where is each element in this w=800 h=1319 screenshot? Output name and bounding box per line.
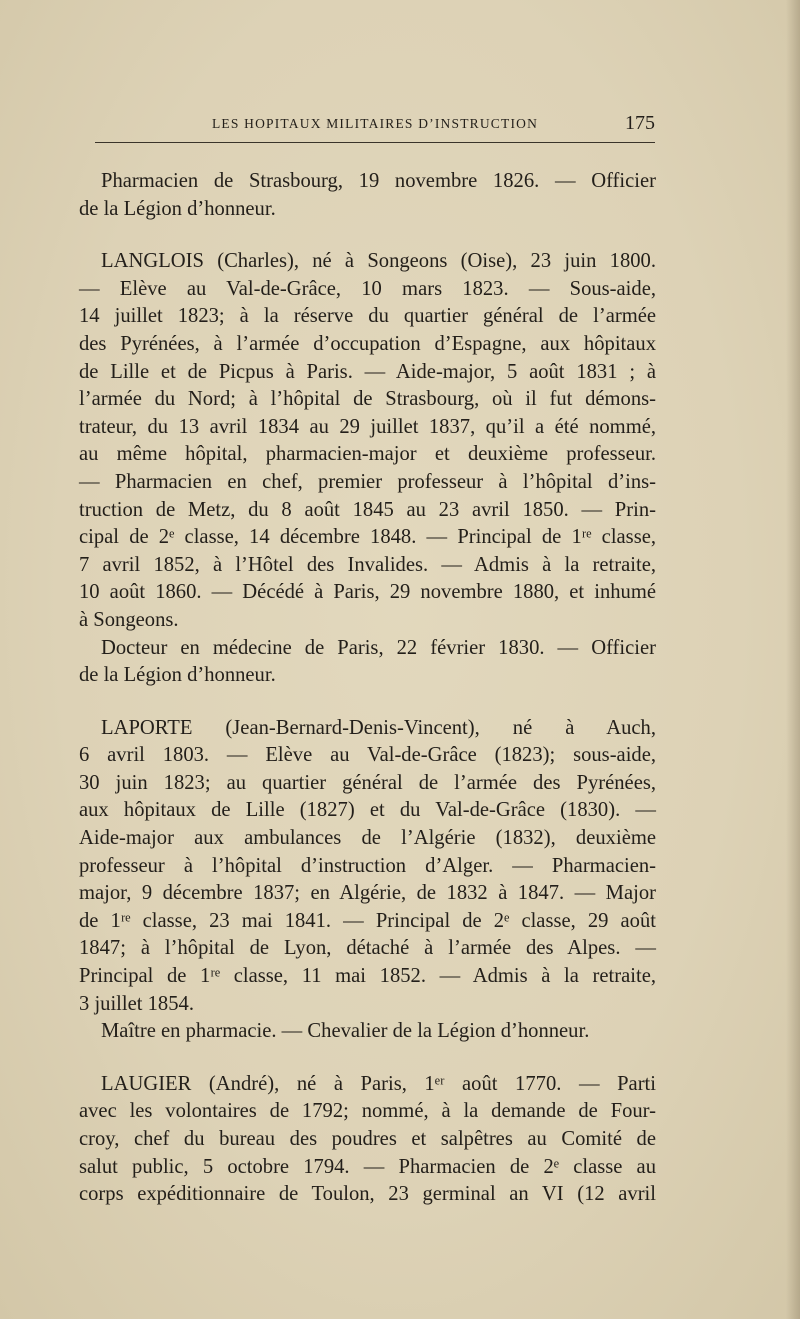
text-line: 1847; à l’hôpital de Lyon, détaché à l’armée des Alpes. — bbox=[79, 937, 656, 960]
header-rule bbox=[95, 142, 655, 143]
entry-laporte bbox=[79, 715, 656, 1019]
text-line: major, 9 décembre 1837; en Algérie, de 1832 à 1847. — Major bbox=[79, 882, 656, 905]
text-line: de la Légion d’honneur. bbox=[79, 197, 276, 220]
paragraph-continuation bbox=[79, 168, 656, 223]
text-line: Pharmacien de Strasbourg, 19 novembre 1826. — Officier bbox=[101, 170, 656, 192]
paragraph-gap bbox=[79, 690, 656, 715]
text-line: professeur à l’hôpital d’instruction d’Alger. — Pharmacien- bbox=[79, 854, 656, 877]
text-line: 10 août 1860. — Décédé à Paris, 29 novembre 1880, et inhumé bbox=[79, 581, 656, 604]
text-line: l’armée du Nord; à l’hôpital de Strasbourg, où il fut démons- bbox=[79, 388, 656, 411]
entry-laugier bbox=[79, 1071, 656, 1209]
text-line: à Songeons. bbox=[79, 608, 179, 631]
text-line: corps expéditionnaire de Toulon, 23 germinal an VI (12 avril bbox=[79, 1183, 656, 1206]
text-line: truction de Metz, du 8 août 1845 au 23 avril 1850. — Prin- bbox=[79, 498, 656, 521]
text-line: Docteur en médecine de Paris, 22 février 1830. — Officier bbox=[101, 636, 656, 659]
text-line: 14 juillet 1823; à la réserve du quartier général de l’armée bbox=[79, 305, 656, 328]
text-line: de la Légion d’honneur. bbox=[79, 664, 276, 687]
text-line: salut public, 5 octobre 1794. — Pharmacien de 2ᵉ classe au bbox=[79, 1155, 656, 1178]
text-line: croy, chef du bureau des poudres et salpêtres au Comité de bbox=[79, 1128, 656, 1150]
text-line: cipal de 2ᵉ classe, 14 décembre 1848. — Principal de 1ʳᵉ classe, bbox=[79, 526, 656, 549]
text-line: LAPORTE (Jean-Bernard-Denis-Vincent), né à Auch, bbox=[101, 716, 656, 739]
entry-laporte-credentials bbox=[79, 1018, 656, 1046]
text-line: LANGLOIS (Charles), né à Songeons (Oise), 23 juin 1800. bbox=[101, 250, 656, 273]
entry-langlois bbox=[79, 248, 656, 634]
text-line: 7 avril 1852, à l’Hôtel des Invalides. — Admis à la retraite, bbox=[79, 553, 656, 576]
text-line: — Pharmacien en chef, premier professeur à l’hôpital d’ins- bbox=[79, 470, 656, 493]
text-line: 3 juillet 1854. bbox=[79, 992, 194, 1015]
text-line: de 1ʳᵉ classe, 23 mai 1841. — Principal de 2ᵉ classe, 29 août bbox=[79, 909, 656, 932]
text-line: avec les volontaires de 1792; nommé, à la demande de Four- bbox=[79, 1100, 656, 1123]
text-line: trateur, du 13 avril 1834 au 29 juillet 1837, qu’il a été nommé, bbox=[79, 415, 656, 438]
text-line: — Elève au Val-de-Grâce, 10 mars 1823. — Sous-aide, bbox=[79, 277, 656, 300]
text-line: au même hôpital, pharmacien-major et deuxième professeur. bbox=[79, 443, 656, 466]
text-line: 30 juin 1823; au quartier général de l’armée des Pyrénées, bbox=[79, 771, 656, 794]
body-text bbox=[79, 168, 656, 1209]
text-line: Principal de 1ʳᵉ classe, 11 mai 1852. — Admis à la retraite, bbox=[79, 965, 656, 988]
page-edge-shadow bbox=[786, 0, 800, 1319]
paragraph-gap bbox=[79, 1046, 656, 1071]
page-header bbox=[95, 112, 655, 136]
text-line: des Pyrénées, à l’armée d’occupation d’Espagne, aux hôpitaux bbox=[79, 332, 656, 355]
text-line: 6 avril 1803. — Elève au Val-de-Grâce (1823); sous-aide, bbox=[79, 744, 656, 767]
running-title: LES HOPITAUX MILITAIRES D’INSTRUCTION bbox=[211, 116, 539, 131]
text-line: aux hôpitaux de Lille (1827) et du Val-de-Grâce (1830). — bbox=[79, 799, 656, 822]
text-line: Aide-major aux ambulances de l’Algérie (1832), deuxième bbox=[79, 827, 656, 850]
text-line: Maître en pharmacie. — Chevalier de la Légion d’honneur. bbox=[101, 1020, 590, 1043]
page-number: 175 bbox=[625, 112, 655, 134]
entry-langlois-credentials bbox=[79, 635, 656, 690]
text-line: de Lille et de Picpus à Paris. — Aide-major, 5 août 1831 ; à bbox=[79, 360, 656, 383]
text-line: LAUGIER (André), né à Paris, 1ᵉʳ août 1770. — Parti bbox=[101, 1072, 656, 1095]
paragraph-gap bbox=[79, 223, 656, 248]
